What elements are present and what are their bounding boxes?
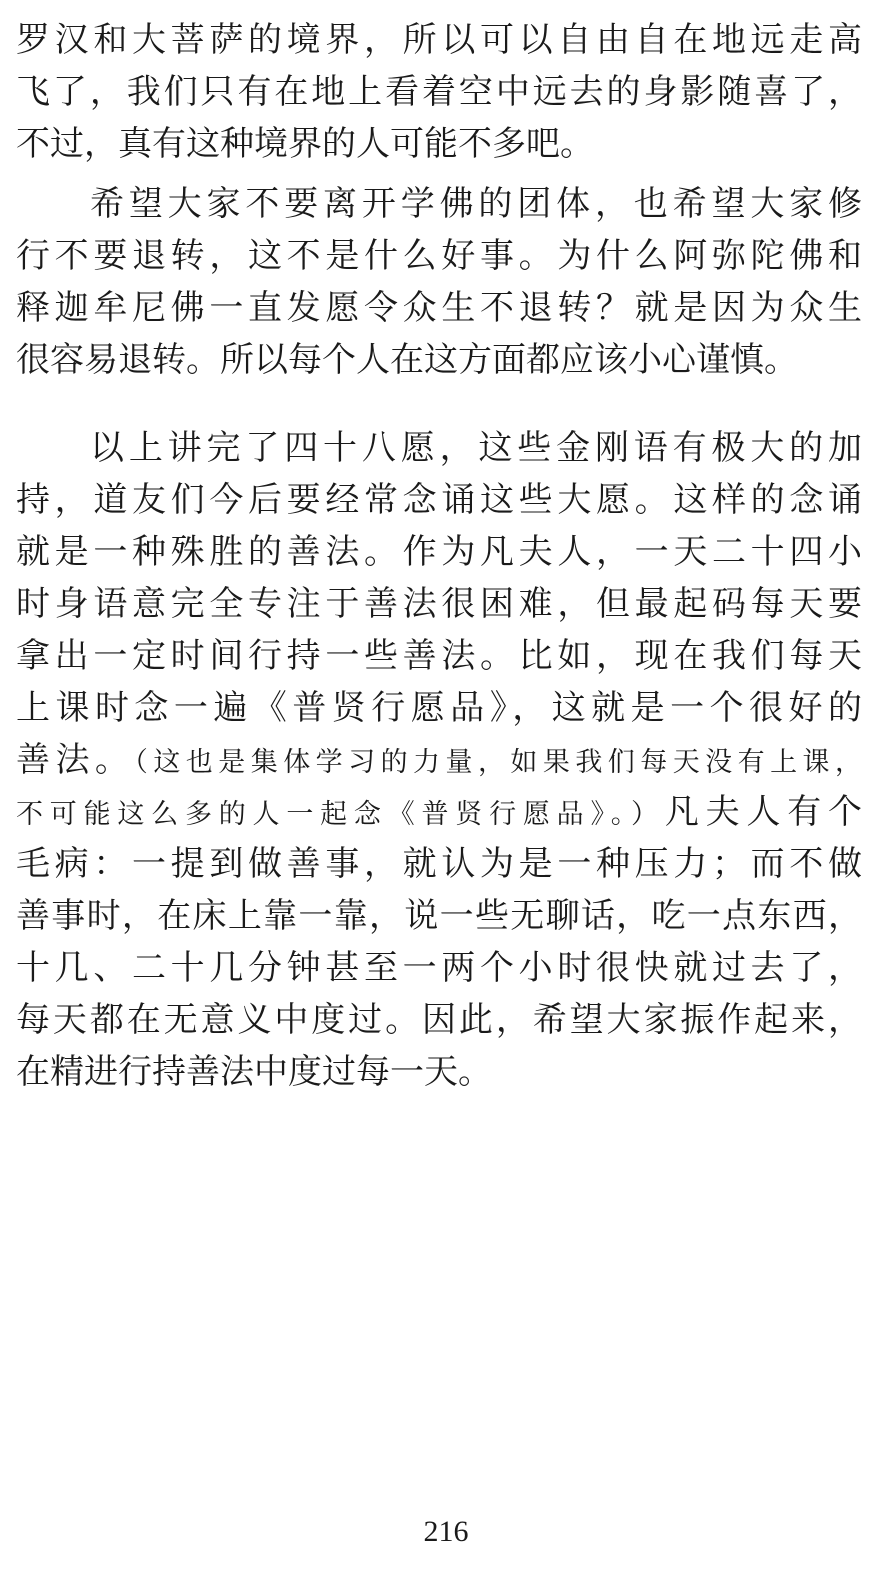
text-line: 飞了，我们只有在地上看着空中远去的身影随喜了， [16, 72, 862, 112]
main-text: 善法。 [16, 740, 135, 780]
paragraph-1 [16, 14, 862, 170]
text-line: 释迦牟尼佛一直发愿令众生不退转？就是因为众生 [16, 288, 862, 328]
parenthetical-note: （这也是集体学习的力量，如果我们每天没有上课， [134, 747, 863, 778]
paragraph-3 [16, 422, 862, 1098]
text-line: 毛病：一提到做善事，就认为是一种压力；而不做 [16, 844, 862, 884]
text-line: 不过，真有这种境界的人可能不多吧。 [16, 124, 594, 164]
paragraph-2 [16, 178, 862, 386]
text-line: 持，道友们今后要经常念诵这些大愿。这样的念诵 [16, 480, 862, 520]
paragraph-gap [16, 386, 862, 422]
text-line: 罗汉和大菩萨的境界，所以可以自由自在地远走高 [16, 20, 862, 60]
text-line: 在精进行持善法中度过每一天。 [16, 1052, 492, 1092]
text-line: 拿出一定时间行持一些善法。比如，现在我们每天 [16, 636, 862, 676]
text-line: 时身语意完全专注于善法很困难，但最起码每天要 [16, 584, 862, 624]
text-line: 上课时念一遍《普贤行愿品》，这就是一个很好的 [16, 688, 862, 728]
text-line: 十几、二十几分钟甚至一两个小时很快就过去了， [16, 948, 862, 988]
parenthetical-note: 不可能这么多的人一起念《普贤行愿品》。） [16, 799, 665, 830]
text-line-mixed [16, 734, 862, 786]
text-line: 每天都在无意义中度过。因此，希望大家振作起来， [16, 1000, 862, 1040]
text-line-mixed [16, 786, 862, 838]
paragraph-gap [16, 170, 862, 178]
text-line: 就是一种殊胜的善法。作为凡夫人，一天二十四小 [16, 532, 862, 572]
text-line: 以上讲完了四十八愿，这些金刚语有极大的加 [90, 428, 862, 468]
body-text [16, 14, 862, 1098]
page-number: 216 [423, 1515, 469, 1548]
text-line: 善事时，在床上靠一靠，说一些无聊话，吃一点东西， [16, 896, 862, 936]
main-text: 凡夫人有个 [664, 792, 863, 832]
text-line: 希望大家不要离开学佛的团体，也希望大家修 [90, 184, 862, 224]
text-line: 很容易退转。所以每个人在这方面都应该小心谨慎。 [16, 340, 798, 380]
text-line: 行不要退转，这不是什么好事。为什么阿弥陀佛和 [16, 236, 862, 276]
